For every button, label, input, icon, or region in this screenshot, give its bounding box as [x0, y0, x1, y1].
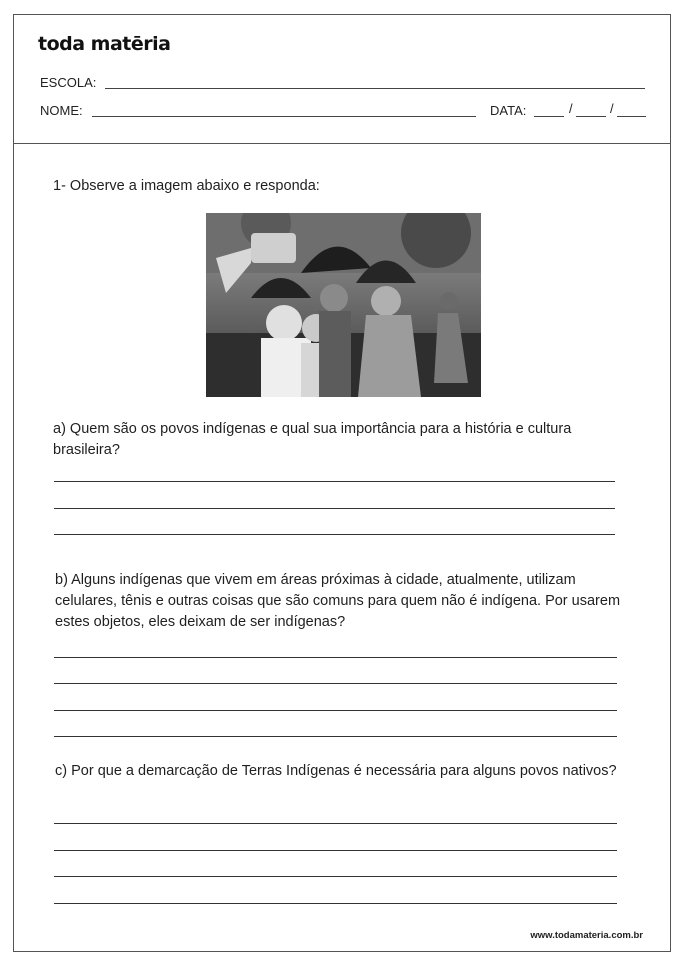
date-month-field[interactable]: [576, 116, 606, 117]
answer-line[interactable]: [54, 903, 617, 904]
question-a: a) Quem são os povos indígenas e qual sua importância para a história e cultura brasileira?: [53, 421, 572, 458]
header-divider: [14, 143, 670, 144]
date-label: DATA:: [490, 103, 527, 118]
school-field[interactable]: [105, 88, 645, 89]
footer-url: www.todamateria.com.br: [530, 930, 643, 941]
school-label: ESCOLA:: [40, 75, 97, 90]
question-b: b) Alguns indígenas que vivem em áreas próximas à cidade, atualmente, utilizam celulares, tênis e outras coisas que são comuns para quem não é indígena. Por usarem estes objetos, eles deixam de ser indígenas?: [55, 572, 621, 630]
answer-line[interactable]: [54, 481, 615, 482]
question-c: c) Por que a demarcação de Terras Indígenas é necessária para alguns povos nativos?: [55, 763, 617, 779]
name-label: NOME:: [40, 103, 83, 118]
answer-line[interactable]: [54, 534, 615, 535]
answer-line[interactable]: [54, 850, 617, 851]
name-field[interactable]: [92, 116, 476, 117]
answer-line[interactable]: [54, 876, 617, 877]
answer-line[interactable]: [54, 710, 617, 711]
answer-line[interactable]: [54, 683, 617, 684]
date-year-field[interactable]: [617, 116, 646, 117]
indigenous-people-photo: [206, 213, 481, 397]
date-separator: /: [610, 101, 614, 116]
answer-line[interactable]: [54, 657, 617, 658]
answer-line[interactable]: [54, 823, 617, 824]
worksheet: [13, 14, 671, 952]
date-separator: /: [569, 101, 573, 116]
answer-line[interactable]: [54, 508, 615, 509]
question-intro: 1- Observe a imagem abaixo e responda:: [53, 178, 320, 194]
brand-logo: toda matēria: [38, 33, 171, 55]
date-day-field[interactable]: [534, 116, 564, 117]
answer-line[interactable]: [54, 736, 617, 737]
